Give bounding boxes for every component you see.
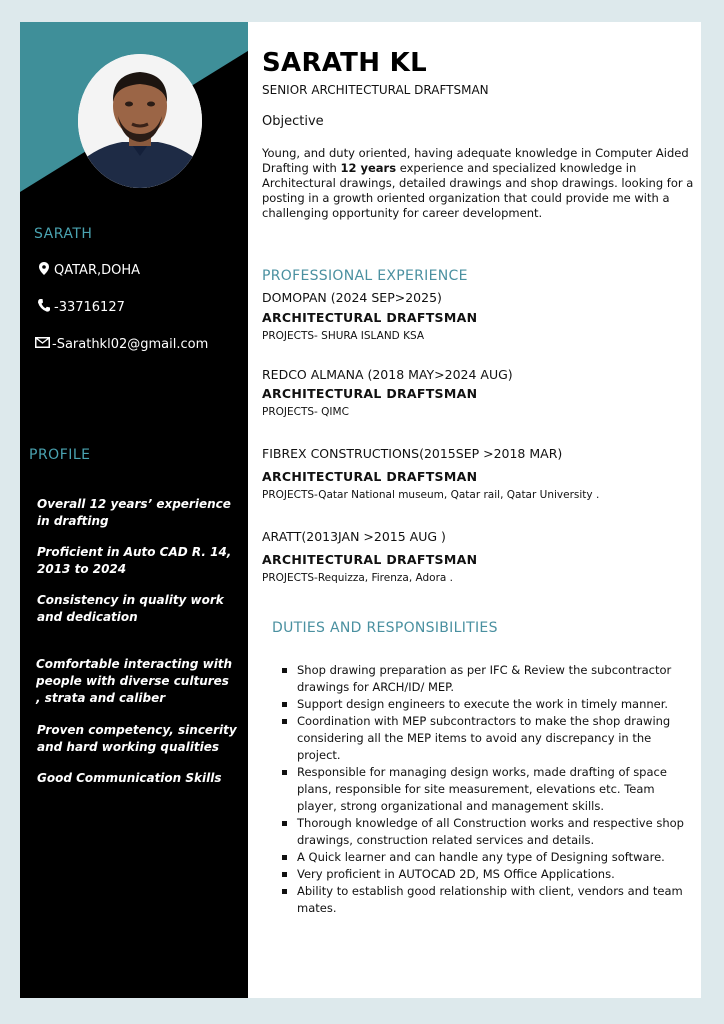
envelope-icon [34, 337, 50, 352]
list-item: Ability to establish good relationship with client, vendors and team mates. [282, 883, 692, 917]
location-pin-icon [36, 262, 52, 279]
list-item: Shop drawing preparation as per IFC & Review the subcontractor drawings for ARCH/ID/ MEP. [282, 662, 692, 696]
contact-phone [36, 299, 125, 316]
list-item: Very proficient in AUTOCAD 2D, MS Office Applications. [282, 866, 692, 883]
objective-heading: Objective [262, 114, 324, 129]
job-projects: PROJECTS-Qatar National museum, Qatar rail, Qatar University . [262, 489, 600, 501]
job-role: ARCHITECTURAL DRAFTSMAN [262, 552, 478, 567]
experience-heading: PROFESSIONAL EXPERIENCE [262, 268, 468, 284]
job-company: REDCO ALMANA (2018 MAY>2024 AUG) [262, 367, 513, 382]
job-company: FIBREX CONSTRUCTIONS(2015SEP >2018 MAR) [262, 446, 563, 461]
profile-heading: PROFILE [29, 447, 91, 463]
profile-item: Consistency in quality work and dedication [37, 593, 224, 624]
contact-location [36, 262, 140, 279]
sidebar-name: SARATH [34, 226, 93, 242]
profile-item: Good Communication Skills [37, 771, 222, 785]
phone-text: -33716127 [54, 300, 125, 315]
profile-item: Proven competency, sincerity and hard working qualities [37, 723, 237, 754]
objective-highlight: 12 years [340, 161, 397, 175]
objective-text: Young, and duty oriented, having adequate knowledge in Computer Aided Drafting with 12 years experience and specialized knowledge in Architectural drawings, detailed drawings and shop drawings. looking for a posting in a growth oriented organization that could provide me with a challenging opportunity for career development. [262, 146, 694, 220]
phone-icon [36, 299, 52, 316]
duties-heading: DUTIES AND RESPONSIBILITIES [272, 620, 498, 636]
profile-item: Proficient in Auto CAD R. 14, 2013 to 2024 [37, 545, 232, 576]
job-company: ARATT(2013JAN >2015 AUG ) [262, 529, 446, 544]
job-company: DOMOPAN (2024 SEP>2025) [262, 290, 442, 305]
profile-item: Comfortable interacting with people with diverse cultures , strata and caliber [36, 657, 233, 705]
list-item: Coordination with MEP subcontractors to make the shop drawing considering all the MEP items to avoid any discrepancy in the project. [282, 713, 692, 764]
job-role: ARCHITECTURAL DRAFTSMAN [262, 310, 478, 325]
list-item: Support design engineers to execute the work in timely manner. [282, 696, 692, 713]
contact-email [34, 337, 208, 352]
candidate-title: SENIOR ARCHITECTURAL DRAFTSMAN [262, 83, 489, 97]
sidebar [20, 22, 248, 998]
list-item: A Quick learner and can handle any type of Designing software. [282, 849, 692, 866]
duties-list [282, 662, 692, 917]
list-item: Responsible for managing design works, made drafting of space plans, responsible for site measurement, elevations etc. Team player, strong organizational and management skills. [282, 764, 692, 815]
profile-photo [78, 54, 202, 188]
job-projects: PROJECTS- SHURA ISLAND KSA [262, 330, 425, 342]
list-item: Thorough knowledge of all Construction works and respective shop drawings, construction related services and details. [282, 815, 692, 849]
candidate-name: SARATH KL [262, 48, 427, 78]
job-role: ARCHITECTURAL DRAFTSMAN [262, 386, 478, 401]
job-role: ARCHITECTURAL DRAFTSMAN [262, 469, 478, 484]
job-projects: PROJECTS- QIMC [262, 406, 349, 418]
email-text[interactable]: -Sarathkl02@gmail.com [52, 337, 209, 352]
location-text: QATAR,DOHA [54, 263, 141, 278]
profile-item: Overall 12 years’ experience in drafting [37, 497, 231, 528]
resume-page [20, 22, 701, 998]
job-projects: PROJECTS-Requizza, Firenza, Adora . [262, 572, 454, 584]
